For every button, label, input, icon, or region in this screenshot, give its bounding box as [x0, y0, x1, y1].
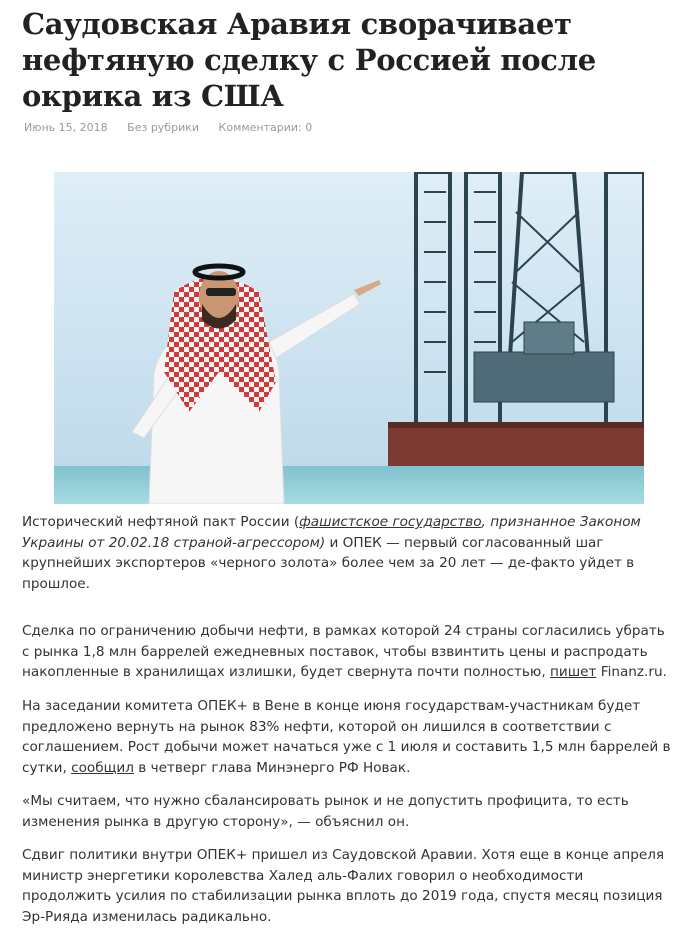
comments-link[interactable]: Комментарии: 0	[218, 121, 313, 134]
link-source-pishet[interactable]: пишет	[549, 664, 597, 680]
link-source-soobshil[interactable]: сообщил	[71, 759, 134, 776]
article-title: Саудовская Аравия сворачивает нефтяную сделку с Россией после окрика из США	[22, 7, 596, 113]
paragraph-4: «Мы считаем, что нужно сбалансировать рынок и не допустить профицита, то есть изменения рынка в другую сторону», — объяснил он.	[22, 793, 629, 830]
paragraph-2: Сделка по ограничению добычи нефти, в рамках которой 24 страны согласились убрать с рынка 1,8 млн баррелей ежедневных поставок, чтобы взвинтить цены и распродать накопленные в хранилищах излишки, будет свернута почти полностью, пишет Finanz.ru.	[22, 623, 667, 680]
paragraph-1: Исторический нефтяной пакт России (фашистское государство, признанное Законом Украины от 20.02.18 страной-агрессором) и ОПЕК — первый согласованный шаг крупнейших экспортеров «черного золота» более чем за 20 лет — де-факто уйдет в прошлое.	[22, 514, 641, 592]
article-meta	[24, 121, 328, 134]
category-link[interactable]: Без рубрики	[127, 121, 200, 134]
paragraph-5: Сдвиг политики внутри ОПЕК+ пришел из Саудовской Аравии. Хотя еще в конце апреля министр энергетики королевства Халед аль-Фалих говорил о необходимости продолжить усилия по стабилизации рынка вплоть до 2019 года, спустя месяц позиция Эр-Рияда изменилась радикально.	[22, 847, 665, 925]
post-date: Июнь 15, 2018	[24, 121, 108, 134]
sheikh-pointing-at-oil-rig-photo	[54, 172, 644, 504]
link-fascist-state[interactable]: фашистское государство	[299, 514, 482, 530]
article-photo	[54, 172, 644, 504]
paragraph-3: На заседании комитета ОПЕК+ в Вене в конце июня государствам-участникам будет предложено вернуть на рынок 83% нефти, которой он лишился в соответствии с соглашением. Рост добычи может начаться уже с 1 июля и составить 1,5 млн баррелей в сутки, сообщил в четверг глава Минэнерго РФ Новак.	[22, 698, 671, 776]
